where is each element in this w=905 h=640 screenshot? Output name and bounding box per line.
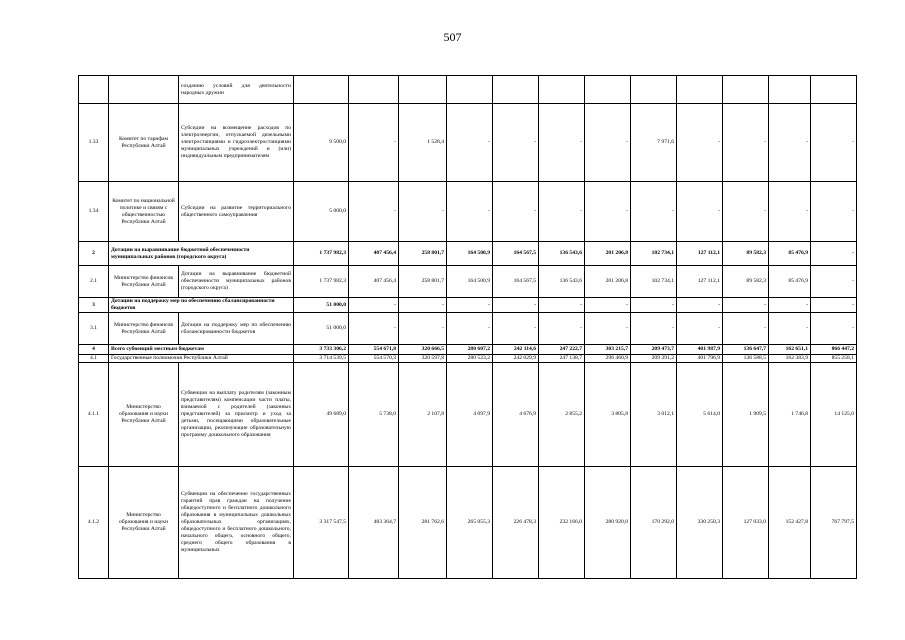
value-cell: 136 588,5 [723, 355, 769, 363]
value-cell: - [811, 313, 857, 345]
value-cell: 232 166,0 [539, 467, 585, 579]
value-cell: 136 543,6 [539, 266, 585, 298]
value-cell: - [447, 182, 493, 242]
value-cell: 407 456,4 [349, 242, 399, 266]
value-cell [723, 76, 769, 104]
value-cell: 280 523,2 [447, 355, 493, 363]
row-description: Субсидии на возмещение расходов по электроэнергии, отпускаемой дизельными электростанциями и гидроэлектростанциями муниципальных учреждений и (или) индивидуальным предпринимателям [179, 104, 294, 182]
value-cell: 209 391,2 [631, 355, 677, 363]
value-cell: 1 737 982,3 [294, 242, 349, 266]
value-cell: 2 855,2 [539, 363, 585, 467]
value-cell: - [493, 104, 539, 182]
value-cell: 320 666,5 [399, 345, 447, 355]
value-cell: - [585, 298, 631, 313]
value-cell: 164 567,5 [493, 266, 539, 298]
value-cell: - [631, 298, 677, 313]
value-cell: - [349, 313, 399, 345]
value-cell: 226 478,3 [493, 467, 539, 579]
value-cell: 4 097,9 [447, 363, 493, 467]
value-cell: 242 029,9 [493, 355, 539, 363]
value-cell: - [349, 104, 399, 182]
table-row [79, 266, 857, 298]
value-cell [294, 76, 349, 104]
row-organization [109, 76, 179, 104]
value-cell: 483 364,7 [349, 467, 399, 579]
value-cell: - [493, 313, 539, 345]
value-cell: 7 971,6 [631, 104, 677, 182]
value-cell: - [585, 313, 631, 345]
value-cell: 89 582,3 [723, 242, 769, 266]
table-row [79, 298, 857, 313]
value-cell: - [631, 313, 677, 345]
value-cell: 247 138,7 [539, 355, 585, 363]
value-cell: 3 714 539,5 [294, 355, 349, 363]
value-cell: 162 383,9 [769, 355, 811, 363]
value-cell: - [811, 242, 857, 266]
value-cell: 89 582,3 [723, 266, 769, 298]
value-cell: - [399, 298, 447, 313]
value-cell: 265 055,3 [447, 467, 493, 579]
value-cell: 102 734,1 [631, 266, 677, 298]
value-cell: - [677, 298, 723, 313]
value-cell: - [539, 313, 585, 345]
row-organization: Комитет по национальной политике и связям с общественностью Республики Алтай [109, 182, 179, 242]
value-cell: 4 676,9 [493, 363, 539, 467]
value-cell: 401 987,9 [677, 345, 723, 355]
value-cell: 51 000,0 [294, 298, 349, 313]
value-cell: - [585, 104, 631, 182]
row-label: Дотации на выравнивание бюджетной обеспеченности муниципальных районов (городского округа) [109, 242, 294, 266]
value-cell: 281 762,6 [399, 467, 447, 579]
value-cell: - [811, 298, 857, 313]
value-cell [631, 76, 677, 104]
value-cell: 5 000,0 [294, 182, 349, 242]
value-cell: - [447, 298, 493, 313]
value-cell: 1 528,4 [399, 104, 447, 182]
value-cell [769, 76, 811, 104]
value-cell: 164 567,5 [493, 242, 539, 266]
row-label: Государственные полномочия Республики Алтай [109, 355, 294, 363]
row-number: 3 [79, 298, 109, 313]
table-row [79, 242, 857, 266]
table-row [79, 345, 857, 355]
value-cell [447, 76, 493, 104]
value-cell: 170 292,0 [631, 467, 677, 579]
value-cell: - [677, 313, 723, 345]
value-cell: - [723, 182, 769, 242]
value-cell: - [811, 182, 857, 242]
value-cell: 3 805,8 [585, 363, 631, 467]
value-cell: 767 797,5 [811, 467, 857, 579]
value-cell: - [631, 182, 677, 242]
value-cell: - [677, 182, 723, 242]
value-cell: - [447, 104, 493, 182]
table-row [79, 182, 857, 242]
row-organization: Министерство финансов Республики Алтай [109, 266, 179, 298]
value-cell: - [585, 182, 631, 242]
value-cell: 5 738,0 [349, 363, 399, 467]
value-cell: 152 427,8 [769, 467, 811, 579]
value-cell: - [769, 104, 811, 182]
value-cell: 258 801,7 [399, 266, 447, 298]
value-cell: - [539, 104, 585, 182]
value-cell: 320 597,8 [399, 355, 447, 363]
row-number: 3.1 [79, 313, 109, 345]
value-cell: 866 447,2 [811, 345, 857, 355]
table-row [79, 76, 857, 104]
value-cell: 127 112,1 [677, 242, 723, 266]
row-number: 4.1.1 [79, 363, 109, 467]
row-number: 2 [79, 242, 109, 266]
row-number [79, 76, 109, 104]
value-cell: - [493, 298, 539, 313]
value-cell: - [769, 298, 811, 313]
value-cell: - [677, 104, 723, 182]
value-cell: - [349, 298, 399, 313]
value-cell: 554 570,3 [349, 355, 399, 363]
table-row [79, 363, 857, 467]
row-label: Дотации на поддержку мер по обеспечению сбалансированности бюджетов [109, 298, 294, 313]
value-cell: - [723, 313, 769, 345]
value-cell: 3 733 306,2 [294, 345, 349, 355]
value-cell [349, 76, 399, 104]
value-cell: 85 476,9 [769, 242, 811, 266]
value-cell: 407 456,4 [349, 266, 399, 298]
value-cell: 9 500,0 [294, 104, 349, 182]
value-cell [585, 76, 631, 104]
row-description: созданию условий для деятельности народных дружин [179, 76, 294, 104]
value-cell: 1 909,5 [723, 363, 769, 467]
value-cell: 296 460,9 [585, 355, 631, 363]
budget-table [78, 75, 857, 579]
value-cell: - [447, 313, 493, 345]
value-cell: 3 012,1 [631, 363, 677, 467]
row-description: Дотации на выравнивание бюджетной обеспеченности муниципальных районов (городского округа) [179, 266, 294, 298]
value-cell: 401 796,9 [677, 355, 723, 363]
value-cell: 247 222,7 [539, 345, 585, 355]
value-cell: 242 114,6 [493, 345, 539, 355]
value-cell: 280 920,0 [585, 467, 631, 579]
value-cell: 136 647,7 [723, 345, 769, 355]
value-cell: 201 206,8 [585, 266, 631, 298]
value-cell: 2 107,8 [399, 363, 447, 467]
value-cell: - [769, 313, 811, 345]
row-organization: Комитет по тарифам Республики Алтай [109, 104, 179, 182]
row-description: Субвенции на выплату родителям (законным представителям) компенсации части платы, взимаемой с родителей (законных представителей) за присмотр и уход за детьми, посещающими образовательные организации, реализующие образовательную программу дошкольного образования [179, 363, 294, 467]
value-cell: 127 112,1 [677, 266, 723, 298]
table-row [79, 104, 857, 182]
value-cell [677, 76, 723, 104]
value-cell: - [399, 313, 447, 345]
value-cell: - [539, 298, 585, 313]
row-number: 1.33 [79, 104, 109, 182]
value-cell: 303 215,7 [585, 345, 631, 355]
row-organization: Министерство образования и науки Республики Алтай [109, 363, 179, 467]
value-cell: 554 671,8 [349, 345, 399, 355]
value-cell: - [349, 182, 399, 242]
value-cell: 51 000,0 [294, 313, 349, 345]
value-cell: - [723, 104, 769, 182]
value-cell: 164 500,9 [447, 242, 493, 266]
row-number: 4.1 [79, 355, 109, 363]
value-cell: - [811, 266, 857, 298]
value-cell: 855 258,1 [811, 355, 857, 363]
table-body [79, 76, 857, 579]
value-cell [811, 76, 857, 104]
value-cell: 330 250,3 [677, 467, 723, 579]
row-description: Субсидии на развитие территориального общественного самоуправления [179, 182, 294, 242]
row-description: Дотации на поддержку мер по обеспечению сбалансированности бюджетов [179, 313, 294, 345]
value-cell: 85 476,9 [769, 266, 811, 298]
row-organization: Министерство образования и науки Республики Алтай [109, 467, 179, 579]
row-label: Всего субвенций местным бюджетам [109, 345, 294, 355]
table-row [79, 313, 857, 345]
value-cell: 258 801,7 [399, 242, 447, 266]
row-number: 4.1.2 [79, 467, 109, 579]
value-cell: 162 651,1 [769, 345, 811, 355]
value-cell [399, 76, 447, 104]
page-number: 507 [443, 30, 462, 44]
value-cell: 201 206,8 [585, 242, 631, 266]
value-cell: 280 607,2 [447, 345, 493, 355]
value-cell: - [769, 182, 811, 242]
value-cell [493, 76, 539, 104]
table-row [79, 355, 857, 363]
value-cell: - [493, 182, 539, 242]
value-cell: 102 734,1 [631, 242, 677, 266]
value-cell: 209 473,7 [631, 345, 677, 355]
value-cell: - [399, 182, 447, 242]
value-cell: 127 033,0 [723, 467, 769, 579]
row-number: 2.1 [79, 266, 109, 298]
value-cell: 136 543,6 [539, 242, 585, 266]
value-cell: - [539, 182, 585, 242]
row-description: Субвенции на обеспечение государственных гарантий прав граждан на получение общедоступного и бесплатного дошкольного образования в муниципальных дошкольных образовательных организациях, общедоступного и бесплатного дошкольного, начального общего, основного общего, среднего общего образования в муниципальных [179, 467, 294, 579]
value-cell: 164 500,9 [447, 266, 493, 298]
row-number: 4 [79, 345, 109, 355]
value-cell [539, 76, 585, 104]
value-cell: 14 125,0 [811, 363, 857, 467]
value-cell: 1 737 982,3 [294, 266, 349, 298]
value-cell: - [811, 104, 857, 182]
row-number: 1.34 [79, 182, 109, 242]
value-cell: 3 317 547,5 [294, 467, 349, 579]
value-cell: 5 614,0 [677, 363, 723, 467]
value-cell: 49 689,0 [294, 363, 349, 467]
value-cell: 1 746,8 [769, 363, 811, 467]
value-cell: - [723, 298, 769, 313]
table-row [79, 467, 857, 579]
row-organization: Министерство финансов Республики Алтай [109, 313, 179, 345]
